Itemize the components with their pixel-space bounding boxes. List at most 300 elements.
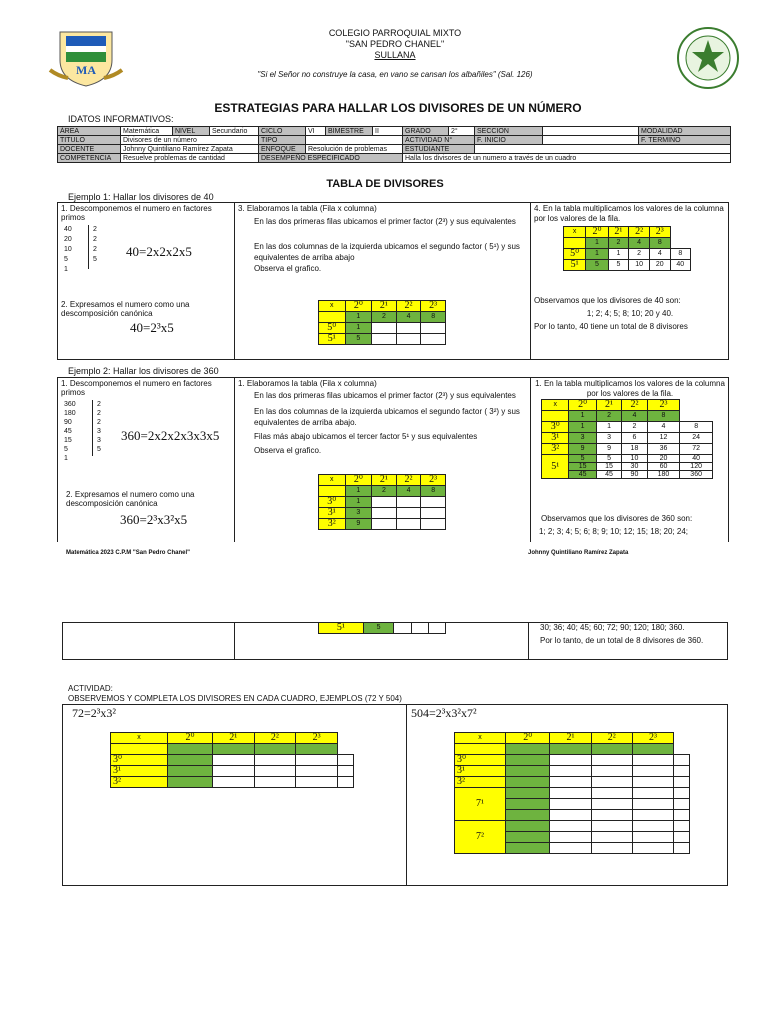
x-cell: x [455, 733, 506, 744]
factor-row: 3 [97, 428, 101, 435]
input-cell[interactable] [296, 777, 338, 788]
input-cell[interactable] [591, 799, 632, 810]
bimestre-label: BIMESTRE [326, 127, 373, 136]
input-cell[interactable] [550, 843, 591, 854]
x-cell: x [319, 475, 346, 486]
val-cell: 2 [608, 238, 629, 249]
val-cell: 5 [569, 455, 596, 463]
seccion-label: SECCION [475, 127, 543, 136]
input-cell[interactable] [632, 788, 673, 799]
pow-cell: 3⁰ [455, 755, 506, 766]
input-cell[interactable] [674, 755, 690, 766]
result-cell: 180 [647, 471, 680, 479]
activity-title: ACTIVIDAD: [68, 684, 113, 693]
val-cell: 4 [629, 238, 650, 249]
finicio-label: F. INICIO [475, 136, 543, 145]
val-cell: 1 [345, 323, 372, 334]
ex2-empty-table [318, 474, 446, 530]
docente-label: DOCENTE [58, 145, 121, 154]
val-cell: 3 [345, 508, 372, 519]
empty-cell[interactable] [372, 508, 397, 519]
pow-cell: 2¹ [608, 227, 629, 238]
bullet: Observa el grafico. [254, 264, 322, 273]
pow-cell: 3¹ [455, 766, 506, 777]
footer-right: Johnny Quintiliano Ramírez Zapata [528, 550, 629, 556]
x-cell: x [564, 227, 586, 238]
tipo-label: TIPO [259, 136, 306, 145]
area-value: Matemática [121, 127, 173, 136]
nivel-value: Secundario [210, 127, 259, 136]
pow-cell: 5¹ [319, 334, 346, 345]
area-label: ÁREA [58, 127, 121, 136]
ex2-factor-right [92, 400, 101, 456]
result-cell: 18 [622, 444, 647, 455]
ex1-bullets [254, 216, 526, 274]
ex2-step3: 1. Elaboramos la tabla (Fila x columna) [238, 379, 377, 388]
val-cell: 1 [345, 486, 372, 497]
factor-row: 10 [64, 246, 72, 253]
ex1-obs [534, 294, 726, 333]
quote: "Si el Señor no construye la casa, en vano se cansan los albañiles" (Sal. 126) [257, 70, 533, 79]
input-cell[interactable] [632, 810, 673, 821]
x-cell: x [542, 400, 569, 411]
result-cell: 120 [680, 463, 713, 471]
input-cell[interactable] [337, 755, 353, 766]
result-cell: 1 [596, 422, 621, 433]
input-cell[interactable] [550, 832, 591, 843]
result-cell: 40 [670, 260, 690, 271]
empty-cell[interactable] [396, 508, 421, 519]
empty-cell[interactable] [372, 519, 397, 530]
x-cell: x [319, 301, 346, 312]
input-cell[interactable] [254, 777, 296, 788]
result-cell: 20 [647, 455, 680, 463]
factor-row: 2 [97, 419, 101, 426]
ex1-step4: 4. En la tabla multiplicamos los valores de la columna por los valores de la fila. [534, 204, 724, 223]
conclusion-text: Por lo tanto, de un total de 8 divisores de 360. [540, 636, 704, 645]
input-cell[interactable] [591, 821, 632, 832]
val-cell: 45 [569, 471, 596, 479]
pow-cell: 2² [396, 301, 421, 312]
seccion-value[interactable] [543, 127, 639, 136]
input-cell[interactable] [168, 777, 213, 788]
val-cell: 2 [372, 486, 397, 497]
input-cell[interactable] [674, 810, 690, 821]
ex2-empty-table-cont [318, 622, 446, 634]
result-cell: 36 [647, 444, 680, 455]
conclusion-text: Por lo tanto, 40 tiene un total de 8 divisores [534, 322, 688, 331]
val-cell: 8 [649, 238, 670, 249]
ex2-step1: 1. Descomponemos el numero en factores primos [61, 379, 212, 397]
val-cell: 8 [421, 312, 446, 323]
input-cell[interactable] [591, 755, 632, 766]
ex1-step1: 1. Descomponemos el numero en factores primos [61, 204, 212, 222]
divisors-cont-text: 30; 36; 40; 45; 60; 72; 90; 120; 180; 360. [540, 623, 685, 632]
input-cell[interactable] [632, 799, 673, 810]
input-cell[interactable] [591, 777, 632, 788]
input-cell[interactable] [550, 766, 591, 777]
factor-row: 1 [64, 455, 68, 462]
doc-title: ESTRATEGIAS PARA HALLAR LOS DIVISORES DE UN NÚMERO [214, 101, 582, 115]
pow-cell: 3² [542, 444, 569, 455]
result-cell: 8 [670, 249, 690, 260]
ex1-factor-left [64, 225, 72, 275]
input-cell[interactable] [674, 843, 690, 854]
bullet: En las dos columnas de la izquierda ubicamos el segundo factor ( 3²) y sus equivalentes de arriba abajo. [254, 407, 520, 427]
modalidad-label: MODALIDAD [639, 127, 731, 136]
pow-cell: 3² [319, 519, 346, 530]
val-cell: 1 [586, 249, 608, 260]
bimestre-value: II [373, 127, 403, 136]
pow-cell: 2⁰ [506, 733, 550, 744]
city-line: SULLANA [374, 50, 416, 60]
factor-row: 40 [64, 226, 72, 233]
input-cell[interactable] [506, 810, 550, 821]
pow-cell: 3¹ [319, 508, 346, 519]
divisors-text: 1; 2; 3; 4; 5; 6; 8; 9; 10; 12; 15; 18; 20; 24; [539, 527, 688, 536]
input-cell[interactable] [506, 843, 550, 854]
factor-row: 5 [64, 256, 68, 263]
val-cell: 2 [372, 312, 397, 323]
input-cell[interactable] [296, 755, 338, 766]
pow-cell: 5⁰ [319, 323, 346, 334]
input-cell[interactable] [591, 843, 632, 854]
factor-row: 3 [97, 437, 101, 444]
ex1-title: Ejemplo 1: Hallar los divisores de 40 [68, 192, 214, 202]
school-logo-right [676, 26, 740, 90]
input-cell[interactable] [550, 799, 591, 810]
result-cell: 5 [596, 455, 621, 463]
ex1-canonical: 40=2³x5 [130, 320, 174, 335]
ex1-equation: 40=2x2x2x5 [126, 244, 192, 259]
ex2-step2: 2. Expresamos el numero como una descomposición canónica [66, 490, 195, 508]
finicio-value[interactable] [543, 136, 639, 145]
ex2-canonical: 360=2³x3²x5 [120, 512, 188, 527]
pow-cell: 2⁰ [586, 227, 608, 238]
activity-instructions: OBSERVEMOS Y COMPLETA LOS DIVISORES EN CADA CUADRO, EJEMPLOS (72 Y 504) [68, 694, 402, 703]
result-cell: 24 [680, 433, 713, 444]
result-cell: 10 [629, 260, 650, 271]
ex2-factor-left [64, 400, 76, 463]
result-cell: 9 [596, 444, 621, 455]
val-cell: 8 [421, 486, 446, 497]
val-cell: 5 [363, 623, 394, 634]
empty-cell[interactable] [396, 497, 421, 508]
school-logo-left [48, 26, 124, 88]
pow-cell: 7² [455, 821, 506, 854]
pow-cell: 3⁰ [319, 497, 346, 508]
ex1-factor-right [88, 225, 97, 269]
info-heading: IDATOS INFORMATIVOS: [68, 114, 174, 124]
result-cell: 2 [629, 249, 650, 260]
input-cell[interactable] [506, 766, 550, 777]
ex2-step4: 1. En la tabla multiplicamos los valores de la columna por los valores de la fila. [535, 379, 725, 398]
x-cell: x [111, 733, 168, 744]
val-cell: 4 [396, 486, 421, 497]
factor-row: 5 [64, 446, 68, 453]
activity-table-72 [110, 732, 354, 788]
val-cell: 5 [586, 260, 608, 271]
input-cell[interactable] [632, 777, 673, 788]
titulo-value: Divisores de un número [121, 136, 259, 145]
input-cell[interactable] [591, 832, 632, 843]
input-cell[interactable] [337, 766, 353, 777]
ftermino-label: F. TERMINO [639, 136, 731, 145]
input-cell[interactable] [337, 777, 353, 788]
nivel-label: NIVEL [173, 127, 210, 136]
input-cell[interactable] [674, 777, 690, 788]
pow-cell: 2⁰ [345, 475, 372, 486]
input-cell[interactable] [632, 766, 673, 777]
val-cell: 1 [345, 312, 372, 323]
ex1-result-table [563, 226, 691, 271]
input-cell[interactable] [168, 766, 213, 777]
docente-value: Johnny Quintiliano Ramírez Zapata [121, 145, 259, 154]
input-cell[interactable] [674, 821, 690, 832]
pow-cell: 3² [455, 777, 506, 788]
input-cell[interactable] [212, 766, 254, 777]
tipo-value[interactable] [306, 136, 403, 145]
pow-cell: 2² [629, 227, 650, 238]
ex2-result-table [541, 399, 713, 479]
pow-cell: 2¹ [596, 400, 621, 411]
result-cell: 4 [649, 249, 670, 260]
input-cell[interactable] [212, 777, 254, 788]
val-cell: 1 [569, 422, 596, 433]
empty-cell[interactable] [396, 519, 421, 530]
input-cell[interactable] [506, 788, 550, 799]
input-cell[interactable] [674, 766, 690, 777]
pow-cell: 2¹ [372, 475, 397, 486]
input-cell[interactable] [632, 832, 673, 843]
empty-cell[interactable] [421, 323, 446, 334]
empty-cell[interactable] [396, 323, 421, 334]
input-cell[interactable] [591, 810, 632, 821]
empty-cell[interactable] [372, 334, 397, 345]
ex2-obs [541, 512, 727, 538]
pow-cell: 2² [396, 475, 421, 486]
input-cell[interactable] [506, 777, 550, 788]
input-cell[interactable] [212, 755, 254, 766]
result-cell: 4 [647, 422, 680, 433]
obs-text: Observamos que los divisores de 360 son: [541, 514, 693, 523]
empty-cell[interactable] [428, 623, 445, 634]
empty-cell[interactable] [421, 497, 446, 508]
empty-cell[interactable] [372, 323, 397, 334]
eq-504: 504=2³x3²x7² [411, 706, 477, 720]
result-cell: 10 [622, 455, 647, 463]
input-cell[interactable] [591, 766, 632, 777]
result-cell: 360 [680, 471, 713, 479]
ciclo-value: VI [306, 127, 326, 136]
input-cell[interactable] [254, 755, 296, 766]
input-cell[interactable] [674, 788, 690, 799]
ciclo-label: CICLO [259, 127, 306, 136]
ex2-bullets [254, 390, 526, 456]
input-cell[interactable] [506, 799, 550, 810]
divisors-text: 1; 2; 4; 5; 8; 10; 20 y 40. [586, 309, 674, 318]
factor-row: 2 [93, 236, 97, 243]
activity-table-504 [454, 732, 690, 854]
pow-cell: 2³ [649, 227, 670, 238]
factor-row: 2 [97, 410, 101, 417]
val-cell: 1 [569, 411, 596, 422]
input-cell[interactable] [506, 821, 550, 832]
result-cell: 3 [596, 433, 621, 444]
desempeno-label: DESEMPEÑO ESPECIFICADO [259, 154, 403, 163]
pow-cell: 2³ [421, 301, 446, 312]
result-cell: 5 [608, 260, 629, 271]
pow-cell: 2³ [296, 733, 338, 744]
empty-cell[interactable] [421, 334, 446, 345]
input-cell[interactable] [550, 788, 591, 799]
estudiante-label: ESTUDIANTE [403, 145, 475, 154]
result-cell: 6 [622, 433, 647, 444]
pow-cell: 7¹ [455, 788, 506, 821]
competencia-label: COMPETENCIA [58, 154, 121, 163]
result-cell: 72 [680, 444, 713, 455]
val-cell: 2 [596, 411, 621, 422]
bullet: En las dos columnas de la izquierda ubicamos el segundo factor ( 5¹) y sus equivalentes de arriba abajo [254, 242, 520, 262]
val-cell: 15 [569, 463, 596, 471]
result-cell: 1 [608, 249, 629, 260]
estudiante-value[interactable] [475, 145, 731, 154]
eq-72: 72=2³x3² [72, 706, 116, 720]
input-cell[interactable] [632, 843, 673, 854]
pow-cell: 3² [111, 777, 168, 788]
desempeno-value: Halla los divisores de un numero a través de un cuadro [403, 154, 731, 163]
input-cell[interactable] [674, 832, 690, 843]
result-cell: 90 [622, 471, 647, 479]
input-cell[interactable] [632, 755, 673, 766]
val-cell: 4 [622, 411, 647, 422]
school-line: COLEGIO PARROQUIAL MIXTO [328, 28, 462, 38]
pow-cell: 3⁰ [111, 755, 168, 766]
val-cell: 9 [345, 519, 372, 530]
bullet: En las dos primeras filas ubicamos el primer factor (2³) y sus equivalentes [254, 217, 516, 226]
factor-row: 1 [64, 266, 68, 273]
result-cell: 8 [680, 422, 713, 433]
input-cell[interactable] [506, 755, 550, 766]
svg-text:MA: MA [76, 63, 96, 77]
input-cell[interactable] [550, 777, 591, 788]
input-cell[interactable] [591, 788, 632, 799]
val-cell: 1 [345, 497, 372, 508]
input-cell[interactable] [674, 799, 690, 810]
pow-cell: 2⁰ [345, 301, 372, 312]
pow-cell: 2⁰ [168, 733, 213, 744]
pow-cell: 2³ [632, 733, 673, 744]
val-cell: 4 [396, 312, 421, 323]
input-cell[interactable] [254, 766, 296, 777]
school-name [250, 28, 540, 61]
pow-cell: 5¹ [542, 455, 569, 479]
pow-cell: 2¹ [372, 301, 397, 312]
empty-cell[interactable] [396, 334, 421, 345]
input-cell[interactable] [550, 821, 591, 832]
input-cell[interactable] [168, 755, 213, 766]
input-cell[interactable] [550, 810, 591, 821]
factor-row: 5 [97, 446, 101, 453]
bullet: Filas más abajo ubicamos el tercer factor 5¹ y sus equivalentes [254, 432, 478, 441]
val-cell: 9 [569, 444, 596, 455]
result-cell: 15 [596, 463, 621, 471]
result-cell: 45 [596, 471, 621, 479]
tabla-title: TABLA DE DIVISORES [326, 178, 444, 190]
pow-cell: 3⁰ [542, 422, 569, 433]
actividad-label: ACTIVIDAD N° [403, 136, 475, 145]
ex2-title: Ejemplo 2: Hallar los divisores de 360 [68, 366, 219, 376]
input-cell[interactable] [550, 755, 591, 766]
factor-row: 2 [93, 246, 97, 253]
factor-row: 2 [97, 401, 101, 408]
val-cell: 1 [586, 238, 608, 249]
grado-value: 2° [449, 127, 475, 136]
factor-row: 45 [64, 428, 72, 435]
input-cell[interactable] [506, 832, 550, 843]
pow-cell: 2⁰ [569, 400, 596, 411]
pow-cell: 2² [622, 400, 647, 411]
ex1-step2: 2. Expresamos el numero como una descomposición canónica [61, 300, 190, 318]
factor-row: 15 [64, 437, 72, 444]
enfoque-label: ENFOQUE [259, 145, 306, 154]
pow-cell: 2³ [421, 475, 446, 486]
obs-text: Observamos que los divisores de 40 son: [534, 296, 681, 305]
competencia-value: Resuelve problemas de cantidad [121, 154, 259, 163]
ex2-obs-cont [540, 621, 726, 647]
result-cell: 40 [680, 455, 713, 463]
empty-cell[interactable] [421, 519, 446, 530]
enfoque-value: Resolución de problemas [306, 145, 403, 154]
pow-cell: 2² [591, 733, 632, 744]
factor-row: 360 [64, 401, 76, 408]
pow-cell: 5⁰ [564, 249, 586, 260]
result-cell: 2 [622, 422, 647, 433]
pow-cell: 3¹ [542, 433, 569, 444]
factor-row: 5 [93, 256, 97, 263]
pow-cell: 2³ [647, 400, 680, 411]
pow-cell: 5¹ [564, 260, 586, 271]
val-cell: 8 [647, 411, 680, 422]
grado-label: GRADO [403, 127, 449, 136]
result-cell: 12 [647, 433, 680, 444]
empty-cell[interactable] [411, 623, 428, 634]
school-name-line: "SAN PEDRO CHANEL" [345, 39, 445, 49]
input-cell[interactable] [296, 766, 338, 777]
empty-cell[interactable] [421, 508, 446, 519]
empty-cell[interactable] [394, 623, 411, 634]
pow-cell: 2² [254, 733, 296, 744]
result-cell: 30 [622, 463, 647, 471]
footer-left: Matemática 2023 C.P.M "San Pedro Chanel" [66, 550, 190, 556]
ex1-step3: 3. Elaboramos la tabla (Fila x columna) [238, 204, 377, 213]
factor-row: 20 [64, 236, 72, 243]
pow-cell: 5¹ [319, 623, 364, 634]
factor-row: 90 [64, 419, 72, 426]
ex2-equation: 360=2x2x2x3x3x5 [121, 428, 220, 443]
pow-cell: 3¹ [111, 766, 168, 777]
input-cell[interactable] [632, 821, 673, 832]
empty-cell[interactable] [372, 497, 397, 508]
ex1-empty-table [318, 300, 446, 345]
val-cell: 3 [569, 433, 596, 444]
bullet: Observa el grafico. [254, 446, 322, 455]
pow-cell: 2¹ [550, 733, 591, 744]
result-cell: 60 [647, 463, 680, 471]
bullet: En las dos primeras filas ubicamos el primer factor (2³) y sus equivalentes [254, 391, 516, 400]
val-cell: 5 [345, 334, 372, 345]
result-cell: 20 [649, 260, 670, 271]
